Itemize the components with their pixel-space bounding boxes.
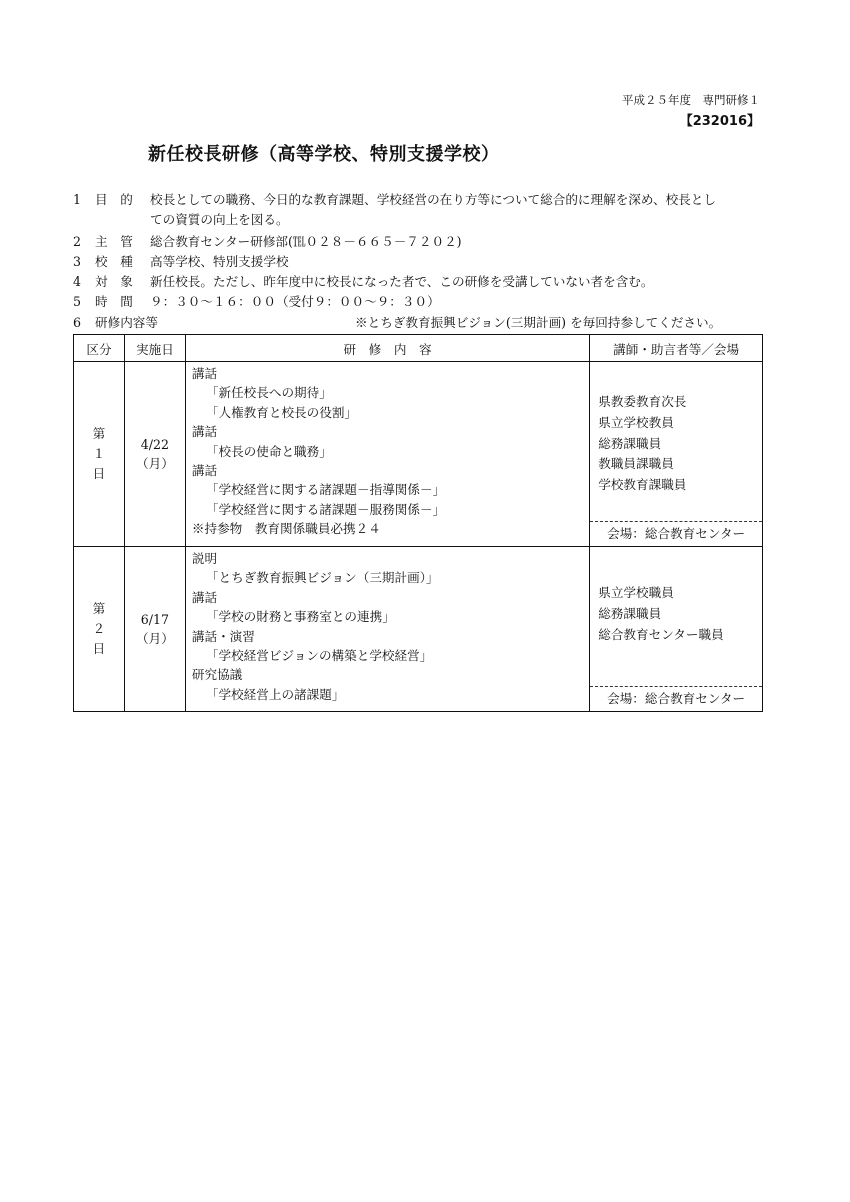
- item-number: 2: [73, 234, 82, 249]
- item-text: 高等学校、特別支援学校: [150, 254, 289, 269]
- day-cell: [74, 547, 125, 712]
- header-content: 研 修 内 容: [185, 335, 589, 362]
- venue-label: 会場：総合教育センター: [590, 521, 762, 546]
- lecturer-cell: [590, 547, 763, 712]
- date-cell: [124, 547, 185, 712]
- lecturer-item: 学校教育課職員: [598, 477, 687, 493]
- content-cell: [185, 547, 589, 712]
- bring-vision-note: ※とちぎ教育振興ビジョン(三期計画) を毎回持参してください。: [355, 315, 722, 330]
- item-label: 目 的: [95, 192, 133, 207]
- day-char: 第: [92, 601, 106, 616]
- session-type: 説明: [191, 551, 218, 566]
- session-topic: 「学校経営上の諸課題」: [205, 686, 345, 702]
- session-topic: 「学校経営に関する諸課題－指導関係－」: [205, 482, 446, 498]
- weekday-text: （月）: [136, 631, 174, 646]
- lecturer-list: [590, 547, 762, 645]
- table-row: [74, 362, 763, 547]
- session-type: ※持参物 教育関係職員必携２４: [191, 521, 381, 537]
- session-topic: 「新任校長への期待」: [205, 385, 332, 401]
- session-type: 講話: [191, 589, 218, 605]
- item-label: 時 間: [95, 294, 133, 309]
- table-header-row: [74, 335, 763, 362]
- item-number: 1: [73, 192, 82, 207]
- day-char: 日: [92, 641, 106, 656]
- item-number: 3: [73, 254, 82, 269]
- date-text: 4/22: [140, 437, 170, 452]
- date-text: 6/17: [140, 612, 170, 627]
- item-text: ての資質の向上を図る。: [150, 212, 289, 227]
- content-list: [186, 362, 589, 539]
- item-text: 総合教育センター研修部(℡０２８－６６５－７２０２): [150, 234, 462, 249]
- lecturer-item: 県立学校教員: [598, 414, 674, 430]
- item-label: 校 種: [95, 254, 133, 269]
- day-char: 第: [92, 426, 106, 441]
- item-label: 主 管: [95, 234, 133, 249]
- day-char: 日: [92, 466, 106, 481]
- item-text: ９：３０～１６：００（受付９：００～９：３０）: [150, 294, 440, 309]
- item-text: 校長としての職務、今日的な教育課題、学校経営の在り方等について総合的に理解を深め、校長とし: [150, 192, 716, 207]
- session-type: 講話: [191, 424, 218, 440]
- item-label: 研修内容等: [95, 315, 158, 330]
- content-list: [186, 547, 589, 704]
- weekday-text: （月）: [136, 456, 174, 471]
- course-code: 【232016】: [679, 114, 760, 129]
- item-number: 6: [73, 315, 82, 330]
- session-topic: 「学校経営ビジョンの構築と学校経営」: [205, 648, 433, 664]
- lecturer-cell: [590, 362, 763, 547]
- lecturer-item: 県立学校職員: [598, 585, 674, 600]
- table-row: [74, 547, 763, 712]
- lecturer-item: 総務課職員: [598, 435, 662, 451]
- session-topic: 「学校経営に関する諸課題－服務関係－」: [205, 501, 446, 517]
- session-type: 講話: [191, 366, 218, 381]
- lecturer-item: 総務課職員: [598, 605, 662, 621]
- item-number: 4: [73, 274, 82, 289]
- header-kubun: 区分: [74, 335, 125, 362]
- day-cell: [74, 362, 125, 547]
- item-text: 新任校長。ただし、昨年度中に校長になった者で、この研修を受講していない者を含む。: [150, 274, 654, 289]
- day-char: ２: [92, 621, 106, 636]
- item-label: 対 象: [95, 274, 133, 289]
- session-topic: 「とちぎ教育振興ビジョン（三期計画）」: [205, 570, 439, 586]
- session-topic: 「校長の使命と職務」: [205, 443, 332, 459]
- lecturer-list: [590, 362, 762, 496]
- item-number: 5: [73, 294, 82, 309]
- session-topic: 「学校の財務と事務室との連携」: [205, 609, 395, 625]
- lecturer-item: 県教委教育次長: [598, 394, 687, 409]
- session-topic: 「人権教育と校長の役割」: [205, 404, 357, 420]
- header-date: 実施日: [124, 335, 185, 362]
- lecturer-item: 総合教育センター職員: [598, 626, 724, 642]
- date-cell: [124, 362, 185, 547]
- day-char: １: [92, 446, 106, 461]
- lecturer-item: 教職員課職員: [598, 456, 674, 472]
- fiscal-year-label: 平成２５年度 専門研修１: [622, 93, 760, 107]
- session-type: 講話・演習: [191, 628, 255, 644]
- schedule-table: [73, 334, 763, 712]
- page-title: 新任校長研修（高等学校、特別支援学校）: [148, 144, 500, 165]
- venue-label: 会場：総合教育センター: [590, 686, 762, 711]
- content-cell: [185, 362, 589, 547]
- header-lecturer: 講師・助言者等／会場: [590, 335, 763, 362]
- session-type: 講話: [191, 463, 218, 479]
- session-type: 研究協議: [191, 667, 243, 683]
